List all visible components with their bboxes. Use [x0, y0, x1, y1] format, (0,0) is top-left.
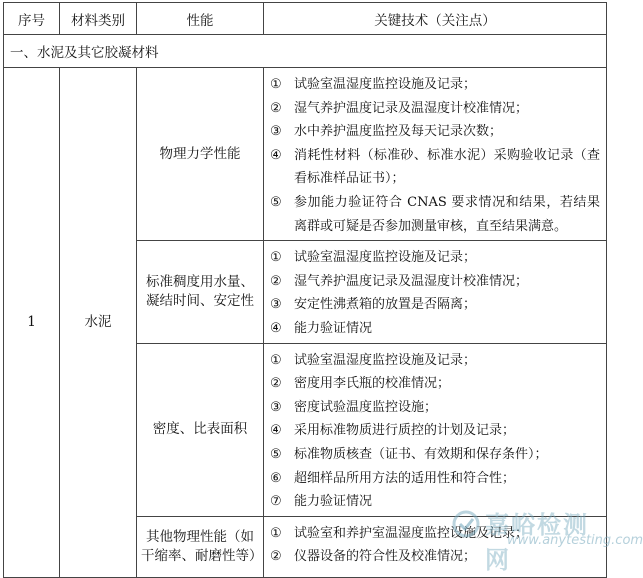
item-number: ① — [270, 525, 282, 541]
item-number: ① — [270, 250, 282, 266]
list-item — [270, 97, 600, 121]
header-material-category: 材料类别 — [60, 3, 137, 35]
item-text: 密度用李氏瓶的校准情况； — [294, 376, 451, 392]
key-points-cell — [264, 343, 607, 516]
item-text: 试验室温湿度监控设施及记录； — [294, 352, 477, 368]
property-cell: 物理力学性能 — [137, 68, 264, 241]
list-item — [270, 467, 600, 491]
key-points-cell — [264, 516, 607, 577]
item-number: ④ — [270, 147, 282, 163]
item-text: 试验室温湿度监控设施及记录； — [294, 77, 477, 92]
header-property: 性能 — [137, 3, 264, 35]
item-number: ③ — [270, 297, 282, 313]
item-text: 消耗性材料（标准砂、标准水泥）采购验收记录（查看标准样品证书）； — [294, 147, 600, 187]
item-text: 安定性沸煮箱的放置是否隔离； — [294, 297, 477, 313]
item-number: ③ — [270, 124, 282, 140]
list-item — [270, 396, 600, 420]
item-text: 水中养护温度监控及每天记录次数； — [294, 124, 503, 140]
watermark-text: 嘉峪检测网 — [485, 511, 589, 574]
row-serial-number: 1 — [4, 68, 60, 578]
row-material-category: 水泥 — [60, 68, 137, 578]
item-number: ⑦ — [270, 494, 282, 510]
item-text: 试验室温湿度监控设施及记录； — [294, 250, 477, 266]
list-item — [270, 522, 600, 546]
header-serial-number: 序号 — [4, 3, 60, 35]
item-text: 湿气养护温度记录及温湿度计校准情况； — [294, 273, 529, 289]
item-text: 标准物质核查（证书、有效期和保存条件）； — [294, 446, 548, 462]
table-row — [4, 68, 607, 241]
key-technology-table — [3, 2, 607, 578]
list-item — [270, 293, 600, 317]
watermark-url: www.anytesting.com — [507, 533, 643, 548]
item-number: ③ — [270, 399, 282, 415]
list-item — [270, 144, 600, 191]
list-item — [270, 419, 600, 443]
table-header-row — [4, 3, 607, 35]
item-number: ② — [270, 549, 282, 565]
item-text: 超细样品所用方法的适用性和符合性； — [294, 470, 516, 486]
key-points-cell — [264, 68, 607, 241]
list-item — [270, 349, 600, 373]
header-key-technology: 关键技术（关注点） — [264, 3, 607, 35]
item-number: ④ — [270, 320, 282, 336]
item-text: 能力验证情况 — [294, 320, 373, 336]
list-item — [270, 443, 600, 467]
property-cell: 标准稠度用水量、凝结时间、安定性 — [137, 241, 264, 343]
item-number: ① — [270, 352, 282, 368]
section-title: 一、水泥及其它胶凝材料 — [4, 35, 607, 68]
item-text: 仪器设备的符合性及校准情况； — [294, 549, 477, 565]
property-cell: 密度、比表面积 — [137, 343, 264, 516]
item-text: 湿气养护温度记录及温湿度计校准情况； — [294, 100, 529, 116]
item-number: ② — [270, 376, 282, 392]
list-item — [270, 317, 600, 341]
list-item — [270, 120, 600, 144]
item-number: ④ — [270, 423, 282, 439]
item-text: 密度试验温度监控设施； — [294, 399, 438, 415]
property-cell: 其他物理性能（如干缩率、耐磨性等） — [137, 516, 264, 577]
item-text: 参加能力验证符合 CNAS 要求情况和结果，若结果离群或可疑是否参加测量审核，直至结果满意。 — [294, 194, 600, 234]
item-number: ⑤ — [270, 446, 282, 462]
item-number: ⑥ — [270, 470, 282, 486]
list-item — [270, 372, 600, 396]
item-number: ① — [270, 77, 282, 92]
item-text: 采用标准物质进行质控的计划及记录； — [294, 423, 516, 439]
list-item — [270, 545, 600, 569]
list-item — [270, 73, 600, 97]
section-row — [4, 35, 607, 68]
item-text: 能力验证情况 — [294, 494, 373, 510]
item-number: ② — [270, 100, 282, 116]
item-number: ⑤ — [270, 194, 282, 210]
list-item — [270, 270, 600, 294]
list-item — [270, 490, 600, 514]
item-number: ② — [270, 273, 282, 289]
key-points-cell — [264, 241, 607, 343]
list-item — [270, 246, 600, 270]
item-text: 试验室和养护室温湿度监控设施及记录； — [294, 525, 529, 541]
list-item — [270, 191, 600, 238]
